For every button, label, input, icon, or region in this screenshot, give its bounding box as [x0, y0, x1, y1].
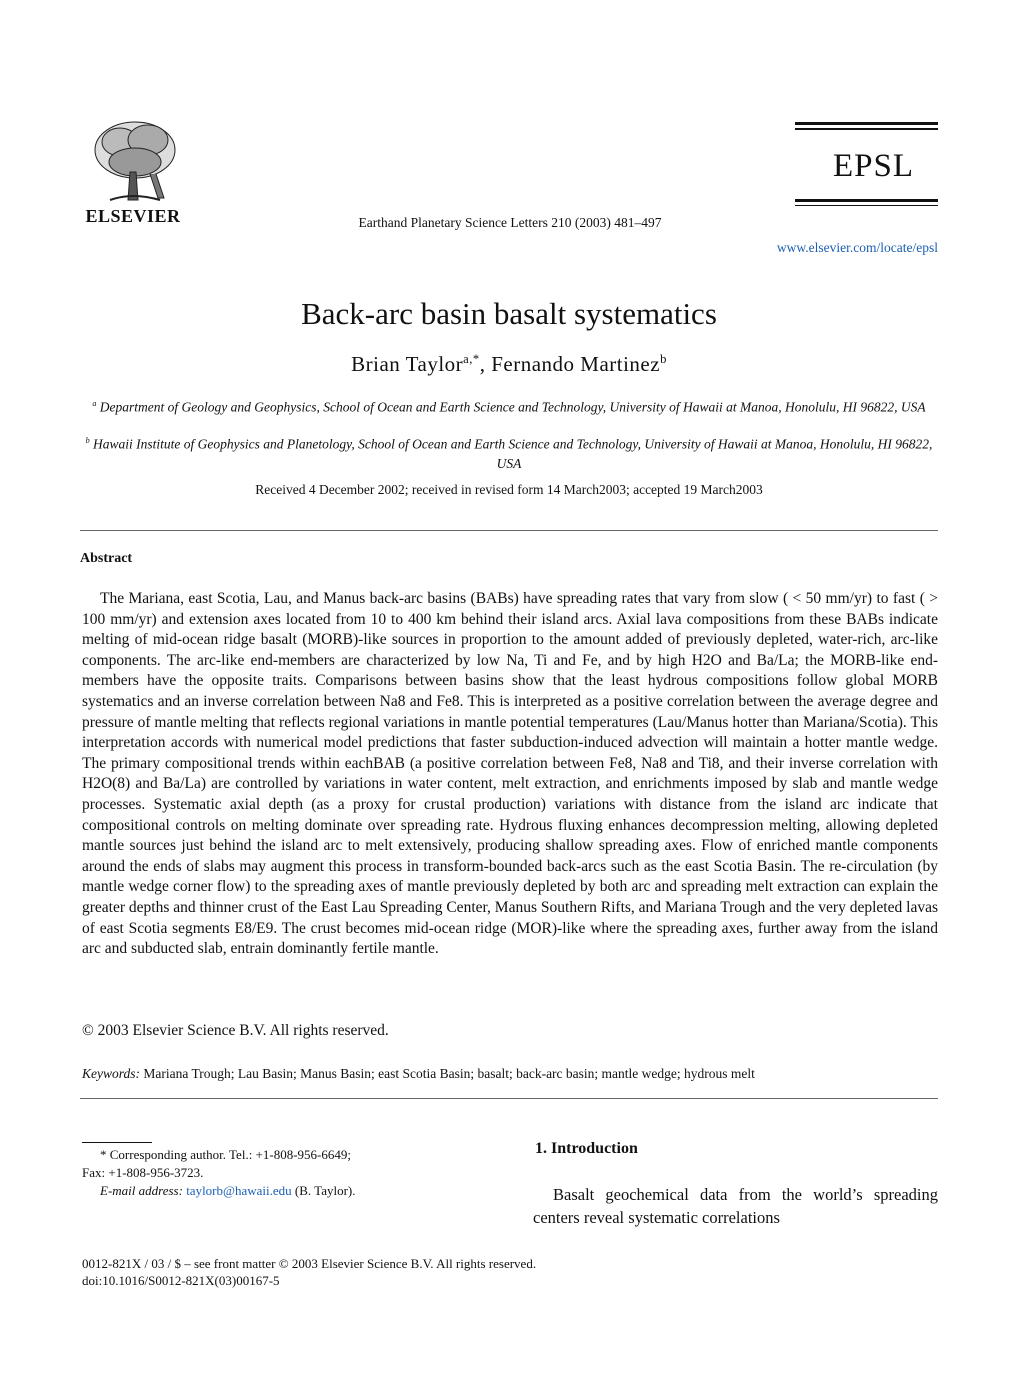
footnote-fax: Fax: +1-808-956-3723. [82, 1165, 204, 1180]
affiliation-label: a [92, 399, 97, 408]
masthead-rule-top [795, 122, 938, 125]
introduction-heading: 1. Introduction [535, 1140, 638, 1157]
journal-url-link[interactable]: www.elsevier.com/locate/epsl [776, 240, 938, 255]
journal-masthead [795, 122, 938, 206]
front-matter-doi: doi:10.1016/S0012-821X(03)00167-5 [82, 1273, 280, 1288]
email-link[interactable]: taylorb@hawaii.edu [186, 1183, 292, 1198]
section-divider [80, 530, 938, 531]
journal-citation: Earthand Planetary Science Letters 210 (2003) 481–497 [358, 215, 662, 230]
keywords [82, 1066, 938, 1082]
article-dates: Received 4 December 2002; received in revised form 14 March2003; accepted 19 March2003 [255, 482, 763, 497]
footnote-email-suffix: (B. Taylor). [294, 1183, 356, 1198]
affiliation-b [80, 431, 938, 473]
article-title: Back-arc basin basalt systematics [301, 296, 717, 331]
introduction-body: Basalt geochemical data from the world’s spreading centers reveal systematic correlations [533, 1185, 938, 1227]
section-divider [80, 1098, 938, 1099]
author-name: Brian Taylor [351, 352, 464, 376]
author-affiliation-marker: a,* [463, 352, 480, 366]
author-name: Fernando Martinez [491, 352, 661, 376]
corresponding-author-footnote [82, 1146, 442, 1200]
front-matter-issn: 0012-821X / 03 / $ – see front matter © 2003 Elsevier Science B.V. All rights reserved. [82, 1256, 537, 1271]
affiliation-text: Hawaii Institute of Geophysics and Planetology, School of Ocean and Earth Science and Technology, University of Hawaii at Manoa, Honolulu, HI 96822, USA [93, 436, 933, 471]
author-affiliation-marker: b [660, 352, 667, 366]
affiliation-label: b [85, 436, 90, 445]
footnote-email-label: E-mail address: [100, 1183, 183, 1198]
masthead-rule-bottom [795, 199, 938, 202]
footnote-rule [82, 1142, 152, 1143]
affiliation-a [80, 394, 938, 417]
abstract-copyright: © 2003 Elsevier Science B.V. All rights reserved. [82, 1022, 389, 1039]
footnote-marker: * [100, 1147, 107, 1162]
journal-abbreviation: EPSL [832, 147, 914, 184]
masthead-rule-bottom-thin [795, 205, 938, 207]
keywords-list: Mariana Trough; Lau Basin; Manus Basin; east Scotia Basin; basalt; back-arc basin; mantle wedge; hydrous melt [143, 1066, 755, 1081]
affiliation-text: Department of Geology and Geophysics, School of Ocean and Earth Science and Technology, University of Hawaii at Manoa, Honolulu, HI 96822, USA [99, 399, 926, 415]
abstract-body: The Mariana, east Scotia, Lau, and Manus back-arc basins (BABs) have spreading rates that vary from slow ( < 50 mm/yr) to fast ( > 100 mm/yr) and extension axes located from 10 to 400 km behind their island arcs. Axial lava compositions from these BABs indicate melting of mid-ocean ridge basalt (MORB)-like sources in proportion to the amount added of previously depleted, water-rich, arc-like components. The arc-like end-members are characterized by low Na, Ti and Fe, and by high H2O and Ba/La; the MORB-like end-members have the opposite traits. Comparisons between basins show that the least hydrous compositions follow global MORB systematics and an inverse correlation between Na8 and Fe8. This is interpreted as a positive correlation between the average degree and pressure of mantle melting that reflects regional variations in mantle potential temperatures (Lau/Manus hotter than Mariana/Scotia). This interpretation accords with numerical model predictions that faster subduction-induced advection will maintain a hotter mantle wedge. The primary compositional trends within eachBAB (a positive correlation between Fe8, Na8 and Ti8, and their inverse correlation with H2O(8) and Ba/La) are controlled by variations in water content, melt extraction, and enrichments imposed by slab and mantle wedge processes. Systematic axial depth (as a proxy for crustal production) variations with distance from the island arc indicate that compositional controls on melting dominate over spreading rate. Hydrous fluxing enhances decompression melting, allowing depleted mantle sources just behind the island arc to melt extensively, producing shallow spreading axes. Flow of enriched mantle components around the ends of slabs may augment this process in transform-bounded back-arcs such as the east Scotia Basin. The re-circulation (by mantle wedge corner flow) to the spreading axes of mantle previously depleted by both arc and spreading melt extraction can explain the greater depths and thinner crust of the East Lau Spreading Center, Manus Southern Rifts, and Mariana Trough and the very depleted lavas of east Scotia segments E8/E9. The crust becomes mid-ocean ridge (MOR)-like where the spreading axes, further away from the island arc and subducted slab, entrain dominantly fertile mantle. [82, 590, 938, 958]
front-matter [82, 1255, 536, 1289]
abstract-heading: Abstract [80, 551, 133, 566]
publisher-wordmark: ELSEVIER [85, 206, 181, 226]
masthead-rule-top-thin [795, 128, 938, 130]
author-list: Brian Taylor$^{a,*}$, Fernando Martinez$^b$ [351, 352, 667, 376]
keywords-label: Keywords: [82, 1066, 140, 1081]
footnote-phone: Corresponding author. Tel.: +1-808-956-6649; [109, 1147, 351, 1162]
